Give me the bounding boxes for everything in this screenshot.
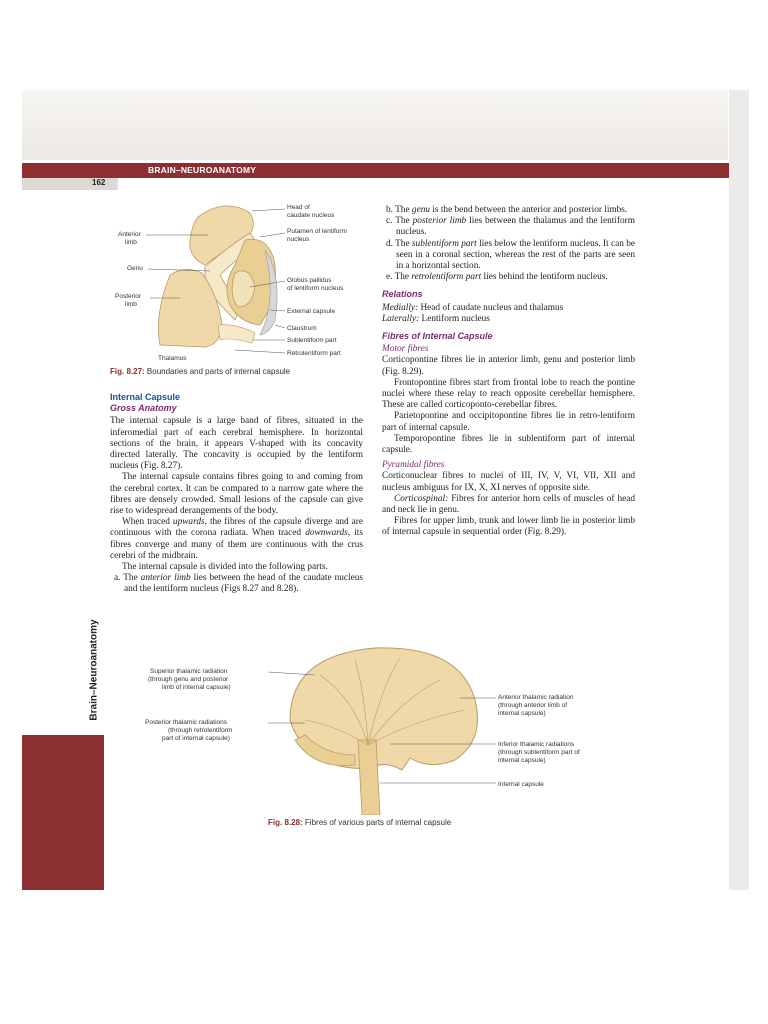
list-item-a: a. The anterior limb lies between the head of the caudate nucleus and the lentiform nucleus (Figs 8.27 and 8.28). [114, 573, 364, 595]
right-column [382, 205, 635, 539]
label-genu: Genu [127, 265, 143, 272]
label-inferior-radiation-2: (through sublentiform part of [498, 749, 580, 756]
figure-internal-capsule-fibres [140, 640, 600, 815]
label-posterior-radiation-2: (through retrolentiform [168, 727, 233, 734]
brainstem-shape [358, 740, 380, 815]
label-sublentiform: Sublentiform part [287, 337, 337, 344]
label-anterior-radiation-3: internal capsule) [498, 710, 546, 717]
header-bar [22, 163, 729, 178]
pyramidal-2: Corticospinal: Fibres for anterior horn cells of muscles of head and neck lie in genu. [382, 493, 635, 516]
sublentiform-shape [218, 325, 255, 343]
para-4: The internal capsule is divided into the following parts. [122, 562, 328, 573]
label-retrolentiform: Retrolentiform part [287, 350, 341, 357]
label-superior-radiation-3: limb of internal capsule) [162, 684, 231, 691]
heading-pyramidal-fibres: Pyramidal fibres [382, 460, 445, 471]
motor-4: Temporopontine fibres lie in sublentiform part of internal capsule. [382, 433, 635, 456]
label-superior-radiation-2: (through genu and posterior [148, 676, 229, 683]
para-3: When traced upwards, the fibres of the capsule diverge and are continuous with the corona radiata. When traced downwards, its fibres converge and many of them are continuous with the crus cerebri of the midbrain. [110, 517, 363, 561]
list-item-c: c. The posterior limb lies between the thalamus and the lentiform nucleus. [386, 216, 636, 238]
heading-fibres: Fibres of Internal Capsule [382, 331, 493, 342]
label-inferior-radiation-3: internal capsule) [498, 757, 546, 764]
para-2: The internal capsule contains fibres going to and coming from the cerebral cortex. It can be compared to a narrow gate where the fibres are densely crowded. Small lesions of the capsule can give rise to widespread derangements of the body. [110, 472, 363, 517]
heading-relations: Relations [382, 289, 423, 300]
pyramidal-1: Corticonuclear fibres to nuclei of III, IV, V, VI, VII, XII and nucleus ambiguus for IX, X, XI nerves of opposite side. [382, 471, 635, 493]
label-head-caudate-1: Head of [287, 204, 310, 211]
scrollbar-track[interactable] [729, 90, 749, 890]
label-internal-capsule: Internal capsule [498, 781, 544, 788]
figure-internal-capsule-parts [110, 195, 380, 370]
label-putamen-2: nucleus [287, 236, 310, 243]
para-1: The internal capsule is a large band of fibres, situated in the inferomedial part of each cerebral hemisphere. In horizontal sections of the brain, it appears V-shaped with its concavity directed laterally. The concavity is occupied by the lentiform nucleus (Fig. 8.27). [110, 416, 363, 472]
label-claustrum: Claustrum [287, 325, 317, 332]
motor-1: Corticopontine fibres lie in anterior limb, genu and posterior limb (Fig. 8.29). [382, 355, 635, 377]
label-external-capsule: External capsule [287, 308, 336, 315]
page-number: 162 [92, 178, 106, 187]
label-globus-2: of lentiform nucleus [287, 285, 344, 292]
top-band [22, 90, 728, 160]
motor-2: Frontopontine fibres start from frontal lobe to reach the pontine nuclei where these relay to reach opposite cerebellar hemisphere. These are called corticoponto-cerebellar fibres. [382, 377, 635, 411]
list-item-b: b. The genu is the bend between the anterior and posterior limbs. [386, 205, 628, 215]
relation-laterally: Laterally: Lentiform nucleus [382, 313, 490, 324]
list-item-e: e. The retrolentiform part lies behind the lentiform nucleus. [386, 272, 608, 283]
label-anterior-radiation-1: Anterior thalamic radiation [498, 694, 574, 701]
side-tab-text: Brain–Neuroanatomy [88, 619, 100, 721]
left-column [110, 390, 363, 596]
label-anterior-1: Anterior [118, 231, 141, 238]
heading-gross-anatomy: Gross Anatomy [110, 403, 177, 414]
label-anterior-2: limb [125, 239, 137, 246]
label-globus-1: Globus pallidus [287, 277, 332, 284]
label-superior-radiation-1: Superior thalamic radiation [150, 668, 228, 675]
label-posterior-1: Posterior [115, 293, 142, 300]
heading-motor-fibres: Motor fibres [382, 344, 429, 355]
motor-3: Parietopontine and occipitopontine fibres lie in retro-lentiform part of internal capsule. [382, 411, 635, 433]
pyramidal-3: Fibres for upper limb, trunk and lower limb lie in posterior limb of internal capsule in sequential order (Fig. 8.29). [382, 516, 635, 538]
relation-medially: Medially: Head of caudate nucleus and thalamus [382, 302, 564, 313]
label-head-caudate-2: caudate nucleus [287, 212, 335, 219]
label-posterior-radiation-1: Posterior thalamic radiations [145, 719, 228, 726]
heading-internal-capsule: Internal Capsule [110, 392, 181, 402]
fig2-caption: Fig. 8.28: Fibres of various parts of internal capsule [268, 818, 452, 827]
label-inferior-radiation-1: Inferior thalamic radiations [498, 741, 575, 748]
label-thalamus: Thalamus [158, 355, 187, 362]
label-putamen-1: Putamen of lentiform [287, 228, 347, 235]
label-posterior-radiation-3: part of internal capsule) [162, 735, 230, 742]
fig1-caption: Fig. 8.27: Boundaries and parts of internal capsule [110, 367, 291, 376]
list-item-d: d. The sublentiform part lies below the lentiform nucleus. It can be seen in a coronal section, whereas the rest of the parts are seen in a horizontal section. [386, 238, 636, 272]
label-anterior-radiation-2: (through anterior limb of [498, 702, 568, 709]
label-posterior-2: limb [125, 301, 137, 308]
running-header: BRAIN–NEUROANATOMY [148, 165, 257, 175]
